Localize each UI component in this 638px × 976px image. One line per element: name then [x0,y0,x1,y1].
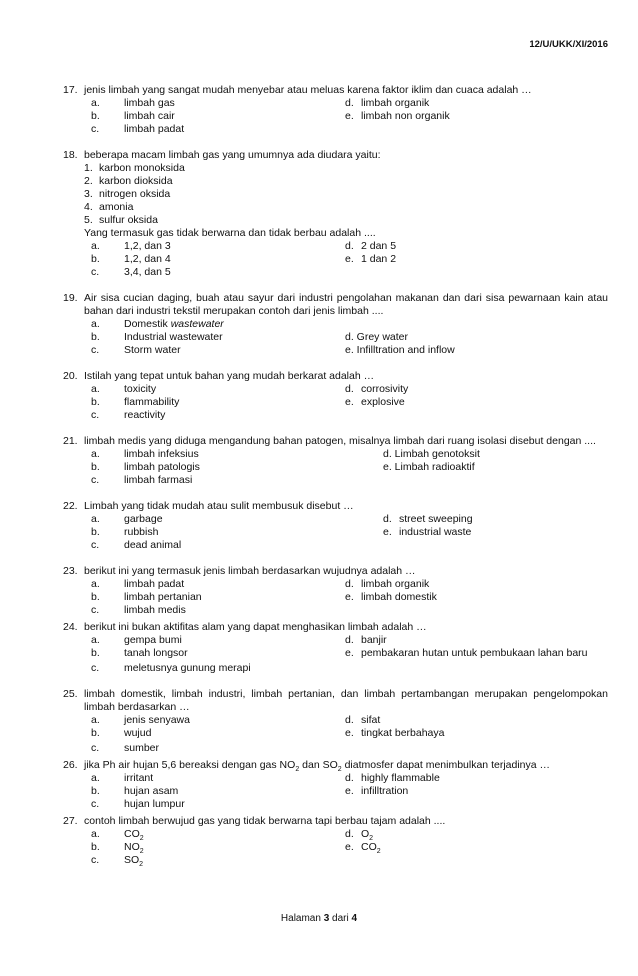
question-23 [63,565,608,617]
list-item [63,175,608,188]
option-text: d. Grey water [345,331,409,343]
option-text [361,841,381,854]
option-letter: b. [91,785,100,797]
question-24 [63,621,608,675]
option-text: highly flammable [361,772,440,784]
option-letter: e. [345,396,354,408]
option-letter: c. [91,798,100,810]
item-number: 1. [84,162,93,174]
option-letter: d. [345,772,354,784]
question-number: 22. [63,500,78,512]
option-row [63,123,608,136]
option-row [63,409,608,422]
option-text: limbah padat [124,578,185,590]
page-footer [0,912,638,925]
option-text: toxicity [124,383,157,395]
option-text [124,854,143,867]
option-letter: a. [91,772,100,784]
option-row [63,526,608,539]
option-text: corrosivity [361,383,409,395]
option-letter: b. [91,396,100,408]
option-letter: b. [91,841,100,853]
option-letter: c. [91,539,100,551]
option-text: garbage [124,513,163,525]
option-letter: c. [91,409,100,421]
option-letter: c. [91,662,100,674]
option-text: infilltration [361,785,409,797]
question-text [84,759,608,772]
item-text: karbon dioksida [99,175,173,187]
document-code: 12/U/UKK/XI/2016 [529,39,608,50]
option-letter: a. [91,578,100,590]
question-text: limbah medis yang diduga mengandung bahan patogen, misalnya limbah dari ruang isolasi disebut dengan .... [84,435,596,447]
question-number: 17. [63,84,78,96]
option-row [63,578,608,591]
list-item [63,162,608,175]
formula: O [361,828,370,840]
question-text: beberapa macam limbah gas yang umumnya ada diudara yaitu: [84,149,381,161]
option-text: limbah patologis [124,461,200,473]
option-letter: b. [91,647,100,659]
option-letter: e. [345,727,354,739]
item-number: 5. [84,214,93,226]
option-text: flammability [124,396,180,408]
option-text: rubbish [124,526,159,538]
option-letter: a. [91,634,100,646]
question-text: jenis limbah yang sangat mudah menyebar atau meluas karena faktor iklim dan cuaca adalah … [84,84,532,96]
formula: CO [361,841,377,853]
option-row [63,591,608,604]
item-text: karbon monoksida [99,162,185,174]
subscript: 2 [139,835,144,843]
option-text: Industrial wastewater [124,331,223,343]
option-text: d. Limbah genotoksit [383,448,480,460]
formula: CO [124,828,140,840]
item-text: sulfur oksida [99,214,158,226]
option-letter: d. [345,383,354,395]
option-row [63,461,608,474]
option-row [63,318,608,331]
option-row [63,727,608,740]
option-text: reactivity [124,409,166,421]
option-letter: b. [91,461,100,473]
option-letter: d. [383,513,392,525]
option-letter: e. [345,253,354,265]
question-number: 20. [63,370,78,382]
question-number: 23. [63,565,78,577]
option-row [63,97,608,110]
option-letter: b. [91,331,100,343]
option-text: 1,2, dan 4 [124,253,171,265]
option-text: banjir [361,634,387,646]
question-26 [63,759,608,811]
option-text: street sweeping [399,513,473,525]
option-row [63,828,608,841]
option-letter: e. [345,647,354,659]
option-letter: d. [345,828,354,840]
option-letter: b. [91,110,100,122]
subscript: 2 [376,848,381,856]
option-row [63,798,608,811]
option-text: limbah pertanian [124,591,202,603]
question-text-part: dan SO [299,759,338,771]
option-text: sifat [361,714,381,726]
option-row [63,647,608,660]
option-row [63,604,608,617]
question-text: berikut ini yang termasuk jenis limbah berdasarkan wujudnya adalah … [84,565,416,577]
item-text: nitrogen oksida [99,188,171,200]
option-row [63,772,608,785]
option-letter: b. [91,253,100,265]
subscript: 2 [139,848,144,856]
option-letter: c. [91,266,100,278]
option-row [63,344,608,357]
formula: SO [124,854,140,866]
option-row [63,714,608,727]
option-text: pembakaran hutan untuk pembukaan lahan baru [361,647,588,659]
option-letter: e. [345,591,354,603]
option-letter: a. [91,714,100,726]
option-text: 1 dan 2 [361,253,397,265]
option-text-italic: wastewater [170,318,224,330]
question-text-part: diatmosfer dapat menimbulkan terjadinya … [341,759,551,771]
item-number: 2. [84,175,93,187]
option-text: 1,2, dan 3 [124,240,171,252]
list-item [63,214,608,227]
question-27 [63,815,608,867]
option-letter: c. [91,344,100,356]
option-text: e. Limbah radioaktif [383,461,475,473]
option-text: limbah gas [124,97,175,109]
option-row [63,448,608,461]
option-text: sumber [124,742,160,754]
option-text [124,841,144,854]
footer-prefix: Halaman [280,913,324,924]
option-letter: a. [91,828,100,840]
option-row [63,634,608,647]
question-text: limbah domestik, limbah industri, limbah pertanian, dan limbah pertambangan merupakan pengelompokan limbah berdasarkan … [84,688,608,713]
option-letter: c. [91,604,100,616]
option-row [63,240,608,253]
option-text-plain: Domestik [124,318,171,330]
option-letter: c. [91,474,100,486]
question-number: 24. [63,621,78,633]
option-letter: b. [91,727,100,739]
option-letter: c. [91,854,100,866]
option-text: tanah longsor [124,647,188,659]
option-text: explosive [361,396,405,408]
option-text: limbah non organik [361,110,450,122]
option-letter: e. [383,526,392,538]
subscript: 2 [337,766,342,774]
option-text: hujan asam [124,785,179,797]
option-letter: c. [91,123,100,135]
subscript: 2 [369,835,374,843]
option-letter: a. [91,97,100,109]
option-letter: d. [345,634,354,646]
question-text: Limbah yang tidak mudah atau sulit membusuk disebut … [84,500,354,512]
question-18 [63,149,608,279]
question-text-part: jika Ph air hujan 5,6 bereaksi dengan gas NO [84,759,296,771]
item-number: 4. [84,201,93,213]
option-text: limbah infeksius [124,448,199,460]
option-row [63,854,608,867]
question-19 [63,292,608,357]
option-text: Storm water [124,344,181,356]
option-text: limbah organik [361,97,430,109]
option-letter: d. [345,714,354,726]
option-letter: c. [91,742,100,754]
subscript: 2 [139,861,144,869]
question-text: berikut ini bukan aktifitas alam yang dapat menghasikan limbah adalah … [84,621,427,633]
option-text: irritant [124,772,154,784]
option-letter: a. [91,383,100,395]
option-row [63,474,608,487]
question-20 [63,370,608,422]
option-row [63,539,608,552]
option-letter: b. [91,526,100,538]
option-row [63,383,608,396]
question-25 [63,688,608,755]
option-row [63,513,608,526]
option-text: gempa bumi [124,634,182,646]
question-number: 18. [63,149,78,161]
footer-middle: dari [329,913,352,924]
option-row [63,331,608,344]
question-22 [63,500,608,552]
option-text: meletusnya gunung merapi [124,662,251,674]
question-number: 25. [63,688,78,700]
question-17 [63,84,608,136]
option-text: limbah medis [124,604,186,616]
option-row [63,785,608,798]
option-row [63,253,608,266]
option-letter: e. [345,785,354,797]
option-letter: e. [345,841,354,853]
option-row [63,841,608,854]
option-text: limbah cair [124,110,175,122]
option-letter: e. [345,110,354,122]
question-prompt: Yang termasuk gas tidak berwarna dan tidak berbau adalah .... [84,227,376,239]
question-number: 21. [63,435,78,447]
option-text: wujud [124,727,152,739]
option-text: industrial waste [399,526,472,538]
option-text [124,318,224,331]
formula: NO [124,841,140,853]
question-text: Air sisa cucian daging, buah atau sayur dari industri pengolahan makanan dan dari sisa pewarnaan kain atau bahan dari industri tekstil merupakan contoh dari jenis limbah .... [84,292,608,317]
option-text: limbah padat [124,123,185,135]
question-number: 27. [63,815,78,827]
option-text: e. Infilltration and inflow [345,344,455,356]
option-letter: d. [345,578,354,590]
item-number: 3. [84,188,93,200]
option-row [63,396,608,409]
question-number: 19. [63,292,78,304]
option-text: tingkat berbahaya [361,727,445,739]
option-letter: a. [91,318,100,330]
list-item [63,188,608,201]
option-text: limbah farmasi [124,474,193,486]
question-21 [63,435,608,487]
subscript: 2 [295,766,300,774]
option-text: 3,4, dan 5 [124,266,171,278]
page-number: 3 [323,913,330,924]
option-text: hujan lumpur [124,798,185,810]
question-text: contoh limbah berwujud gas yang tidak berwarna tapi berbau tajam adalah .... [84,815,446,827]
option-text: limbah organik [361,578,430,590]
option-text: limbah domestik [361,591,437,603]
item-text: amonia [99,201,134,213]
list-item [63,201,608,214]
question-list [63,84,608,880]
question-text: Istilah yang tepat untuk bahan yang mudah berkarat adalah … [84,370,375,382]
option-text: dead animal [124,539,182,551]
option-row [63,110,608,123]
option-text: 2 dan 5 [361,240,397,252]
page-total: 4 [351,913,358,924]
option-row [63,662,608,675]
option-row [63,266,608,279]
option-letter: d. [345,240,354,252]
option-letter: a. [91,448,100,460]
option-letter: b. [91,591,100,603]
option-row [63,742,608,755]
option-text: jenis senyawa [124,714,190,726]
question-number: 26. [63,759,78,771]
option-letter: a. [91,513,100,525]
option-text [124,828,144,841]
option-text [361,828,373,841]
option-letter: a. [91,240,100,252]
option-letter: d. [345,97,354,109]
